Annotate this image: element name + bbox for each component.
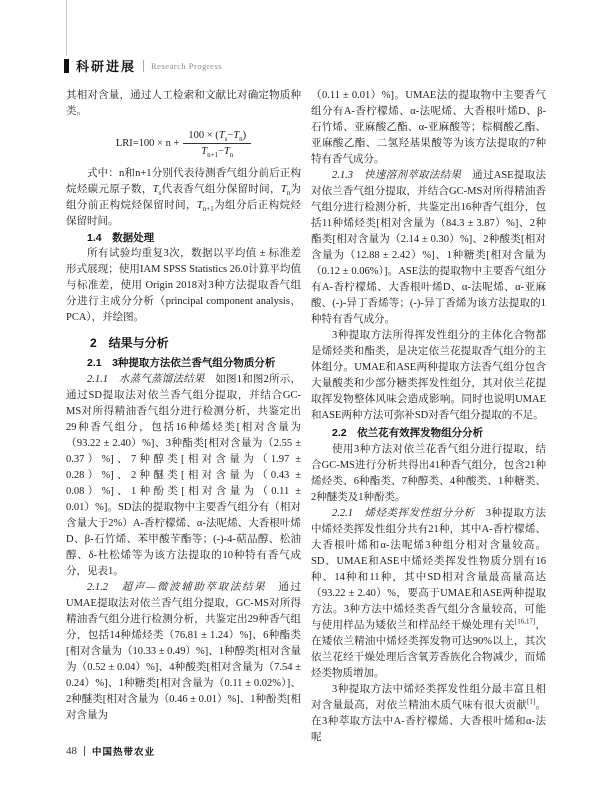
paragraph (66, 580, 301, 724)
column-title-en: Research Progress (151, 60, 223, 71)
text-run: T (218, 130, 225, 141)
text-run: T (201, 146, 208, 157)
paragraph (311, 682, 546, 746)
paragraph (66, 372, 301, 580)
text-run: 3种提取方法中烯烃类挥发性组分共有21种，其中A-香柠檬烯、大香根叶烯和α-法呢烯3种组分相对含量较高。SD、UMAE和ASE中烯烃类挥发性物质分别有16种、14种和11种，其中SD相对含量最高量高达（93.22 ± 2.40）%，要高于UMAE和ASE两种提取方法。3种方法中烯烃类香气组分含量较高，可能与使用样品为矮依兰和样品经干燥处理有关 (311, 508, 547, 631)
subscript: n+1 (207, 151, 219, 160)
text-run: ，在矮依兰精油中烯烃类挥发物可达90%以上，其次依兰花经干燥处理后含氧芳香族化合物减少，而烯烃类物质增加。 (311, 620, 547, 679)
page-number: 48 (66, 745, 77, 757)
text-run: ) (242, 130, 247, 141)
page-header (64, 56, 222, 75)
text-run: 代表香气组分保留时间， (161, 184, 281, 195)
text-run: 3种提取方法中烯烃类挥发性组分最丰富且相对含量最高，对依兰精油木质气味有很大贡献 (311, 684, 546, 711)
text-run: 为组分前正构烷烃保留时间， (66, 184, 302, 211)
right-column (311, 88, 546, 746)
text-run: 通过ASE提取法对依兰香气组分提取，并结合GC-MS对所得精油香气组分进行检测分析，共鉴定出16种香气组分，包括11种烯烃类[相对含量为（84.3 ± 3.87）%]、2种酯类[相对含量为（2.14 ± 0.30）%]、2种酸类[相对含量为（12.88 ± 2.42）%]、1种糖类[相对含量为（0.12 ± 0.06%）]。ASE法的提取物中主要香气组分有A-香柠檬烯、大香根叶烯D、α-法呢烯、α-亚麻酸、(-)-异丁香烯等；(-)-异丁香烯为该方法提取的1种特有香气成分。 (311, 170, 546, 325)
run-in-heading: 2.1.1 水蒸气蒸馏法结果 (87, 374, 216, 385)
text-run: 2.2 依兰花有效挥发物组分分析 (332, 427, 484, 439)
subscript: s (224, 135, 228, 144)
formula-fraction (183, 129, 251, 158)
subscript: s (158, 189, 162, 198)
paragraph (66, 166, 301, 230)
section-heading (66, 230, 301, 246)
section-heading (311, 425, 546, 441)
journal-name: 中国热带农业 (92, 747, 156, 758)
subscript: n (239, 135, 243, 144)
text-run: 如图1和图2所示，通过SD提取法对依兰香气组分提取，并结合GC-MS对所得精油香气组分进行检测分析，共鉴定出29种香气组分，包括16种烯烃类[相对含量为（93.22 ± 2.40）%]、3种酯类[相对含量为（2.55 ± 0.37）%]、7种醇类[相对含量为（1.97 ± 0.28）%]、2种醚类[相对含量为（0.43 ± 0.08）%]、1种酚类[相对含量为（0.11 ± 0.01）%]。SD法的提取物中主要香气组分有（相对含量大于2%）A-香柠檬烯、α-法呢烯、大香根叶烯D、β-石竹烯、苯甲酸苄酯等；(-)-4-萜品醇、松油醇、δ-杜松烯等为该方法提取的10种特有香气成分，见表1。 (66, 374, 302, 577)
run-in-heading: 2.2.1 烯烃类挥发性组分分析 (332, 508, 486, 519)
fraction-numerator (183, 129, 251, 144)
text-run: 2 结果与分析 (90, 336, 169, 350)
text-run: T (233, 130, 240, 141)
section-heading (66, 335, 301, 351)
text-run: T (196, 200, 203, 211)
text-run: T (152, 184, 159, 195)
subscript: n+1 (202, 205, 214, 214)
paragraph (66, 246, 301, 326)
badge-divider (143, 60, 144, 72)
text-run: 所有试验均重复3次，数据以平均值 ± 标准差形式展现；使用IAM SPSS Statistics 26.0计算平均值与标准差，使用 Origin 2018对3种方法提取香气组分进行主成分分析（principal component analysis，PCA），并绘图。 (66, 248, 301, 323)
page-footer (66, 744, 155, 758)
text-run: 式中：n和n+1分别代表待测香气组分前后正构烷烃碳元原子数， (66, 168, 301, 195)
paragraph (311, 506, 546, 682)
text-run: 1.4 数据处理 (87, 232, 155, 244)
paragraph (311, 168, 546, 328)
text-run: （0.11 ± 0.01）%]。UMAE法的提取物中主要香气组分有A-香柠檬烯、α-法呢烯、大香根叶烯D、β-石竹烯、亚麻酸乙酯、α-亚麻酸等；棕榈酸乙酯、亚麻酸乙酯、二氢羟基果酸等为该方法提取的7种特有香气成分。 (311, 90, 546, 165)
subscript: n (286, 189, 291, 198)
text-run: 2.1 3种提取方法依兰香气组分物质分析 (87, 357, 276, 369)
top-margin-rule (66, 0, 67, 56)
section-badge-bar-icon (64, 59, 69, 73)
text-run: T (223, 146, 230, 157)
run-in-heading: 2.1.3 快速溶剂萃取法结果 (332, 170, 473, 181)
run-in-heading: 2.1.2 超声—微波辅助萃取法结果 (87, 582, 279, 593)
paragraph (311, 88, 546, 168)
column-title-cn: 科研进展 (76, 59, 137, 74)
paragraph (311, 328, 546, 424)
paragraph (66, 88, 301, 120)
text-run: − (218, 146, 224, 157)
text-run: 。在3种萃取方法中A-香柠檬烯、大香根叶烯和α-法呢 (311, 700, 547, 743)
fraction-denominator (183, 144, 251, 158)
left-column (66, 88, 301, 746)
text-run: 使用3种方法对依兰花香气组分进行提取，结合GC-MS进行分析共得出41种香气组分，包含21种烯烃类、6种酯类、7种醇类、4种酸类、1种糖类、2种醚类及1种酚类。 (311, 444, 546, 503)
formula-lhs: LRI=100 × n + (115, 138, 180, 149)
text-run: 其相对含量，通过人工检索和文献比对确定物质种类。 (66, 90, 301, 117)
text-run: − (227, 130, 234, 141)
text-run: 3种提取方法所得挥发性组分的主体化合物都是烯烃类和酯类，是决定依兰花提取香气组分的主体组分。UMAE和ASE两种提取方法香气组分包含大量酸类和少部分糖类挥发性组分，其对依兰花提取挥发物整体风味会造成影响。同时也说明UMAE和ASE两种方法可弥补SD对香气组分提取的不足。 (311, 330, 546, 421)
paragraph (311, 442, 546, 506)
subscript: n (229, 151, 234, 160)
footer-divider (84, 746, 85, 756)
text-run: T (280, 184, 287, 195)
citation-superscript: [1] (527, 697, 536, 706)
text-run: 100 × ( (188, 130, 219, 141)
section-heading (66, 355, 301, 371)
text-run: 通过UMAE提取法对依兰香气组分提取，GC-MS对所得精油香气组分进行检测分析，共鉴定出29种香气组分，包括14种烯烃类（76.81 ± 1.24）%]、6种酯类[相对含量为（10.33 ± 0.49）%]、1种醇类[相对含量为（0.52 ± 0.04）%]、4种酸类[相对含量为（7.54 ± 0.24）%]、1种糖类[相对含量为（0.11 ± 0.02%）]、2种醚类[相对含量为（0.46 ± 0.01）%]、1种酚类[相对含量为 (66, 582, 301, 721)
text-run: 为组分后正构烷烃保留时间。 (66, 200, 301, 227)
retention-index-formula (66, 129, 301, 158)
citation-superscript: [16,17] (514, 617, 536, 626)
article-body (66, 88, 546, 746)
